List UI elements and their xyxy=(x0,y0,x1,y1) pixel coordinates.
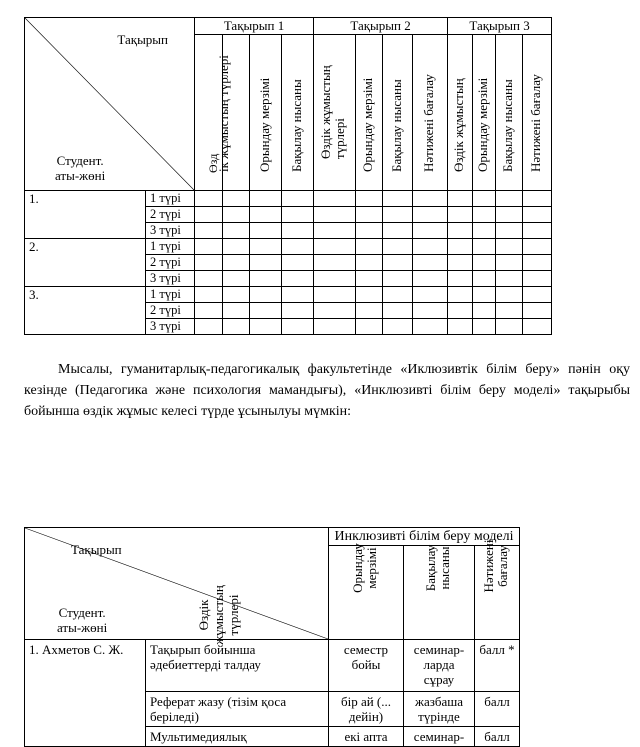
term: семестр бойы xyxy=(329,640,404,692)
work-type: 1 түрі xyxy=(146,287,195,303)
term: бір ай (... дейін) xyxy=(329,692,404,727)
student-number: 3. xyxy=(25,287,146,335)
corner-cell xyxy=(25,528,329,640)
topic-3-header: Тақырып 3 xyxy=(448,18,552,35)
work-type: Тақырып бойынша әдебиеттерді талдау xyxy=(146,640,329,692)
topic-2-header: Тақырып 2 xyxy=(314,18,448,35)
grade: балл xyxy=(475,692,520,727)
table-row xyxy=(25,287,552,303)
work-type: 2 түрі xyxy=(146,207,195,223)
col-t3-grade: Нәтижені бағалау xyxy=(523,35,552,191)
term: екі апта xyxy=(329,727,404,747)
col-work-types-header: Өздік жұмыстың түрлері xyxy=(196,585,241,645)
work-type: 1 түрі xyxy=(146,191,195,207)
student-name: 1. Ахметов С. Ж. xyxy=(25,640,146,747)
grade: балл xyxy=(475,727,520,747)
table-row xyxy=(25,239,552,255)
col-t1-grade: Бақылау нысаны xyxy=(282,35,314,191)
student-number: 2. xyxy=(25,239,146,287)
col-term: Орындау мерзімі xyxy=(329,546,404,640)
work-type: 1 түрі xyxy=(146,239,195,255)
corner-topic-label: Тақырып xyxy=(117,32,168,47)
corner-cell xyxy=(25,18,195,191)
col-t1-control: Орындау мерзімі xyxy=(250,35,282,191)
col-t2-grade: Нәтижені бағалау xyxy=(413,35,448,191)
corner-student-label: Студент. аты-жөні xyxy=(57,605,108,636)
body-paragraph: Мысалы, гуманитарлық-педагогикалық факультетінде «Иклюзивтік білім беру» пәнін оқу кезінде (Педагогика және психология мамандығы), «Инклюзивті білім беру моделі» тақырыбы бойынша өздік жұмыс келесі түрде ұсынылуы мүмкін: xyxy=(24,362,630,419)
model-title: Инклюзивті білім беру моделі xyxy=(329,528,520,546)
inclusive-model-table xyxy=(24,527,520,747)
col-grade: Нәтижені бағалау xyxy=(475,546,520,640)
control-form: семинар-ларда сұрау xyxy=(404,640,475,692)
work-type: 3 түрі xyxy=(146,319,195,335)
work-type: Мультимедиялық xyxy=(146,727,329,747)
table-row xyxy=(25,191,552,207)
col-t3-control: Бақылау нысаны xyxy=(496,35,523,191)
grade: балл * xyxy=(475,640,520,692)
col-t2-work-types: Өздік жұмыстың түрлері xyxy=(314,35,356,191)
col-control: Бақылау нысаны xyxy=(404,546,475,640)
col-t3-term: Орындау мерзімі xyxy=(473,35,496,191)
col-t2-control: Бақылау нысаны xyxy=(383,35,413,191)
topic-1-header: Тақырып 1 xyxy=(195,18,314,35)
col-t1-term: ік жұмыстың түрлері xyxy=(223,35,250,191)
col-t1-work-types: Өзд xyxy=(195,35,223,191)
student-number: 1. xyxy=(25,191,146,239)
topics-grid-table xyxy=(24,17,552,335)
corner-student-label: Студент. аты-жөні xyxy=(55,153,106,184)
diagonal-line xyxy=(25,18,194,190)
work-type: 3 түрі xyxy=(146,271,195,287)
col-t3-work-types: Өздік жұмыстың xyxy=(448,35,473,191)
table-row xyxy=(25,640,520,692)
corner-topic-label: Тақырып xyxy=(71,542,122,557)
control-form: семинар- xyxy=(404,727,475,747)
control-form: жазбаша түрінде xyxy=(404,692,475,727)
work-type: 2 түрі xyxy=(146,303,195,319)
work-type: 3 түрі xyxy=(146,223,195,239)
col-t2-term: Орындау мерзімі xyxy=(356,35,383,191)
work-type: Реферат жазу (тізім қоса беріледі) xyxy=(146,692,329,727)
work-type: 2 түрі xyxy=(146,255,195,271)
